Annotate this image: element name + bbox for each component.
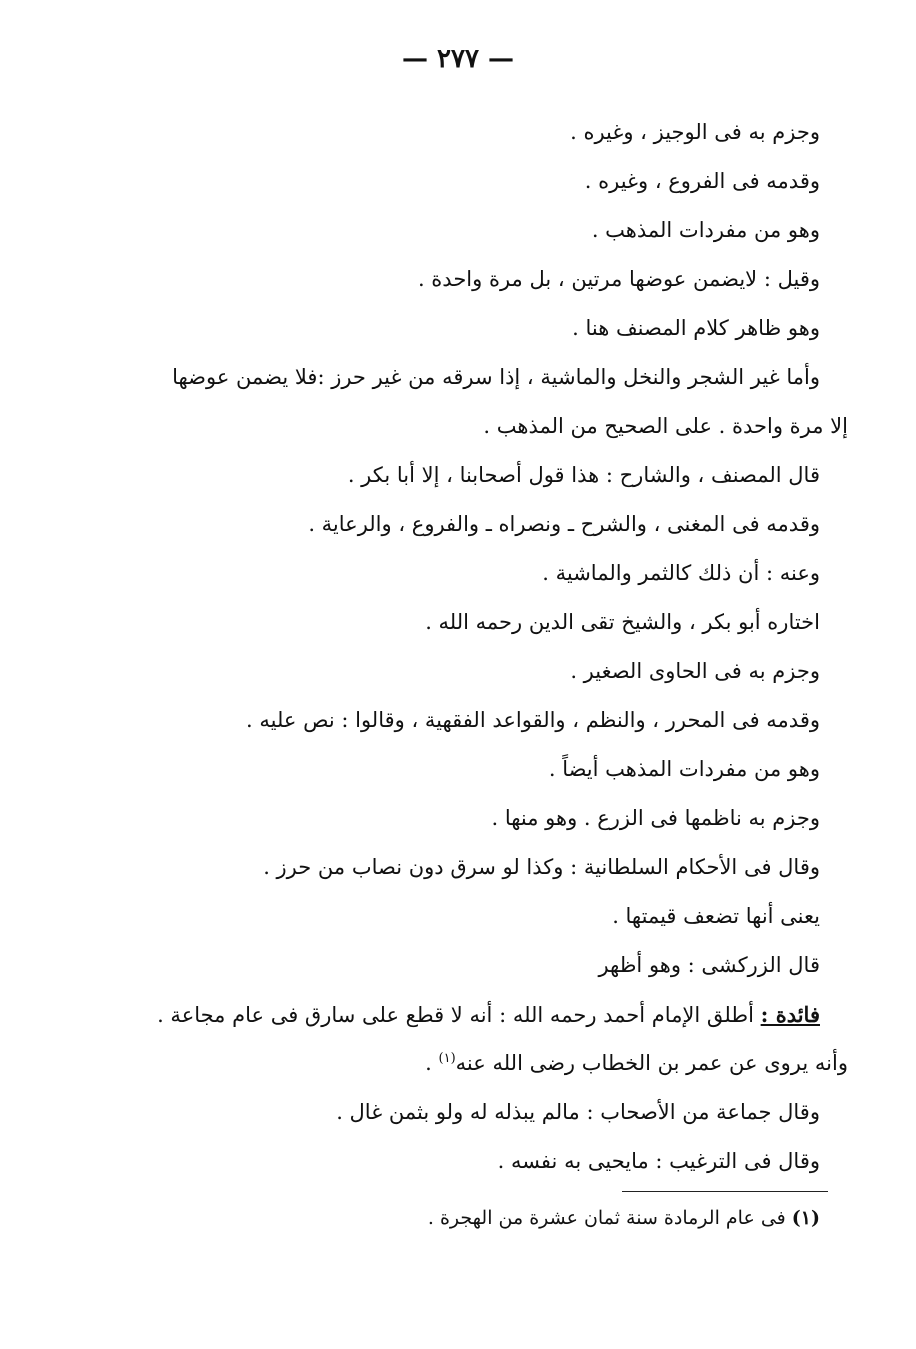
text-fragment: . (425, 1051, 439, 1075)
text-line: يعنى أنها تضعف قيمتها . (612, 904, 820, 928)
text-line: وجزم به فى الحاوى الصغير . (570, 659, 820, 683)
text-line: وأما غير الشجر والنخل والماشية ، إذا سرقه من غير حرز :فلا يضمن عوضها (172, 365, 820, 389)
footnote-number: (١) (791, 1207, 820, 1229)
footnote-reference: (١) (438, 1051, 456, 1066)
text-line: وقدمه فى المغنى ، والشرح ـ ونصراه ـ والفروع ، والرعاية . (308, 512, 820, 536)
faida-line (157, 990, 820, 1039)
text-line: وعنه : أن ذلك كالثمر والماشية . (542, 561, 820, 585)
text-line: وهو من مفردات المذهب أيضاً . (548, 757, 820, 781)
main-text (157, 108, 848, 1186)
text-line: وهو من مفردات المذهب . (591, 218, 820, 242)
text-line: قال المصنف ، والشارح : هذا قول أصحابنا ، إلا أبا بكر . (347, 463, 820, 487)
text-line: وقدمه فى الفروع ، وغيره . (584, 169, 820, 193)
text-line: وقال فى الترغيب : مايحيى به نفسه . (497, 1149, 820, 1173)
page-number: — ٢٧٧ — (401, 44, 515, 74)
text-fragment: وأنه يروى عن عمر بن الخطاب رضى الله عنه (455, 1051, 848, 1075)
footnote-text: فى عام الرمادة سنة ثمان عشرة من الهجرة . (427, 1207, 792, 1229)
text-line: وقدمه فى المحرر ، والنظم ، والقواعد الفقهية ، وقالوا : نص عليه . (246, 708, 820, 732)
text-line-with-footnote (158, 1039, 848, 1088)
faida-label: فائدة : (760, 1002, 820, 1027)
text-line: قال الزركشى : وهو أظهر (598, 953, 820, 977)
footnote-divider (622, 1191, 828, 1192)
text-line: وقيل : لايضمن عوضها مرتين ، بل مرة واحدة . (417, 267, 820, 291)
text-line: اختاره أبو بكر ، والشيخ تقى الدين رحمه الله . (425, 610, 820, 634)
text-line: إلا مرة واحدة . على الصحيح من المذهب . (483, 414, 848, 438)
text-line: وقال جماعة من الأصحاب : مالم يبذله له ولو بثمن غال . (336, 1100, 820, 1124)
text-line: وهو ظاهر كلام المصنف هنا . (572, 316, 820, 340)
text-line: وجزم به ناظمها فى الزرع . وهو منها . (491, 806, 820, 830)
faida-text: أطلق الإمام أحمد رحمه الله : أنه لا قطع على سارق فى عام مجاعة . (157, 1003, 761, 1027)
text-line: وقال فى الأحكام السلطانية : وكذا لو سرق دون نصاب من حرز . (263, 855, 820, 879)
text-line: وجزم به فى الوجيز ، وغيره . (570, 120, 820, 144)
footnote (160, 1198, 820, 1238)
